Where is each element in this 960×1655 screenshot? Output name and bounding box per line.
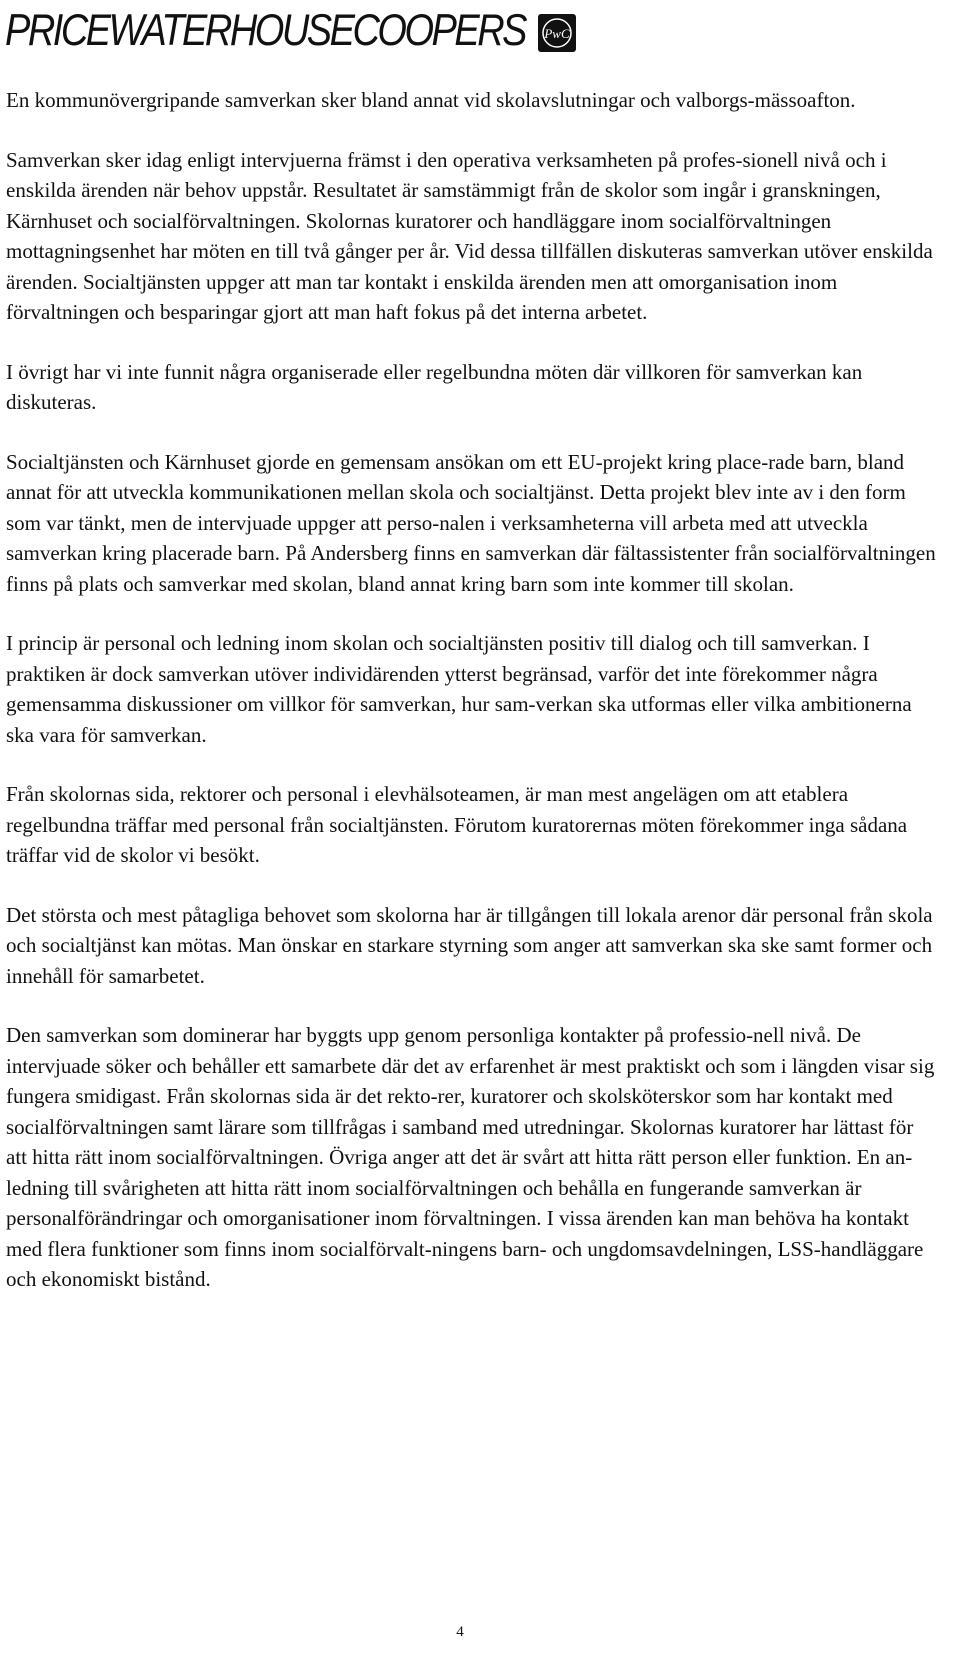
paragraph: I princip är personal och ledning inom skolan och socialtjänsten positiv till dialog och till samverkan. I praktiken är dock samverkan utöver individärenden ytterst begränsad, varför det inte förekommer några gemensamma diskussioner om villkor för samverkan, hur sam-verkan ska utformas eller vilka ambitionerna ska vara för samverkan. (6, 631, 912, 747)
paragraph: I övrigt har vi inte funnit några organiserade eller regelbundna möten där villkoren för samverkan kan diskuteras. (6, 359, 863, 414)
paragraph: Samverkan sker idag enligt intervjuerna främst i den operativa verksamheten på profes-sionell nivå och i enskilda ärenden när behov uppstår. Resultatet är samstämmigt från de skolor som ingår i granskningen, Kärnhuset och socialförvaltningen. Skolornas kuratorer och handläggare inom socialförvaltningen mottagningsenhet har möten en till två gånger per år. Vid dessa tillfällen diskuteras samverkan utöver enskilda ärenden. Socialtjänsten uppger att man tar kontakt i enskilda ärenden men att omorganisation inom förvaltningen och besparingar gjort att man haft fokus på det interna arbetet. (6, 147, 933, 324)
paragraph: Socialtjänsten och Kärnhuset gjorde en gemensam ansökan om ett EU-projekt kring place-rade barn, bland annat för att utveckla kommunikationen mellan skola och socialtjänst. Detta projekt blev inte av i den form som var tänkt, men de intervjuade uppger att perso-nalen i verksamheterna vill arbeta med att utveckla samverkan kring placerade barn. På Andersberg finns en samverkan där fältassistenter från socialförvaltningen finns på plats och samverkar med skolan, bland annat kring barn som inte kommer till skolan. (6, 449, 936, 596)
logo-wordmark: PRICEWATERHOUSECOOPERS (5, 5, 526, 56)
paragraph: Från skolornas sida, rektorer och personal i elevhälsoteamen, är man mest angelägen om att etablera regelbundna träffar med personal från socialtjänsten. Förutom kuratorernas möten förekommer inga sådana träffar vid de skolor vi besökt. (6, 782, 908, 867)
paragraph: En kommunövergripande samverkan sker bland annat vid skolavslutningar och valborgs-mässoafton. (6, 88, 856, 112)
pwc-seal-icon (537, 13, 577, 53)
document-body (6, 85, 938, 1324)
page-number: 4 (456, 1624, 464, 1640)
paragraph: Den samverkan som dominerar har byggts upp genom personliga kontakter på professio-nell nivå. De intervjuade söker och behåller ett samarbete där det av erfarenhet är mest praktiskt och som i längden visar sig fungera smidigast. Från skolornas sida är det rekto-rer, kuratorer och skolsköterskor som har kontakt med socialförvaltningen samt lärare som tillfrågas i samband med utredningar. Skolornas kuratorer har lättast för att hitta rätt inom socialförvaltningen. Övriga anger att det är svårt att hitta rätt person eller funktion. En an-ledning till svårigheten att hitta rätt inom socialförvaltningen och behålla en fungerande samverkan är personalförändringar och omorganisationer inom förvaltningen. I vissa ärenden kan man behöva ha kontakt med flera funktioner som finns inom socialförvalt-ningens barn- och ungdomsavdelningen, LSS-handläggare och ekonomiskt bistånd. (6, 1023, 935, 1291)
paragraph: Det största och mest påtagliga behovet som skolorna har är tillgången till lokala arenor där personal från skola och socialtjänst kan mötas. Man önskar en starkare styrning som anger att samverkan ska ske samt former och innehåll för samarbetet. (6, 902, 933, 988)
company-logo (5, 4, 577, 58)
seal-lettering: PwC (544, 26, 570, 41)
